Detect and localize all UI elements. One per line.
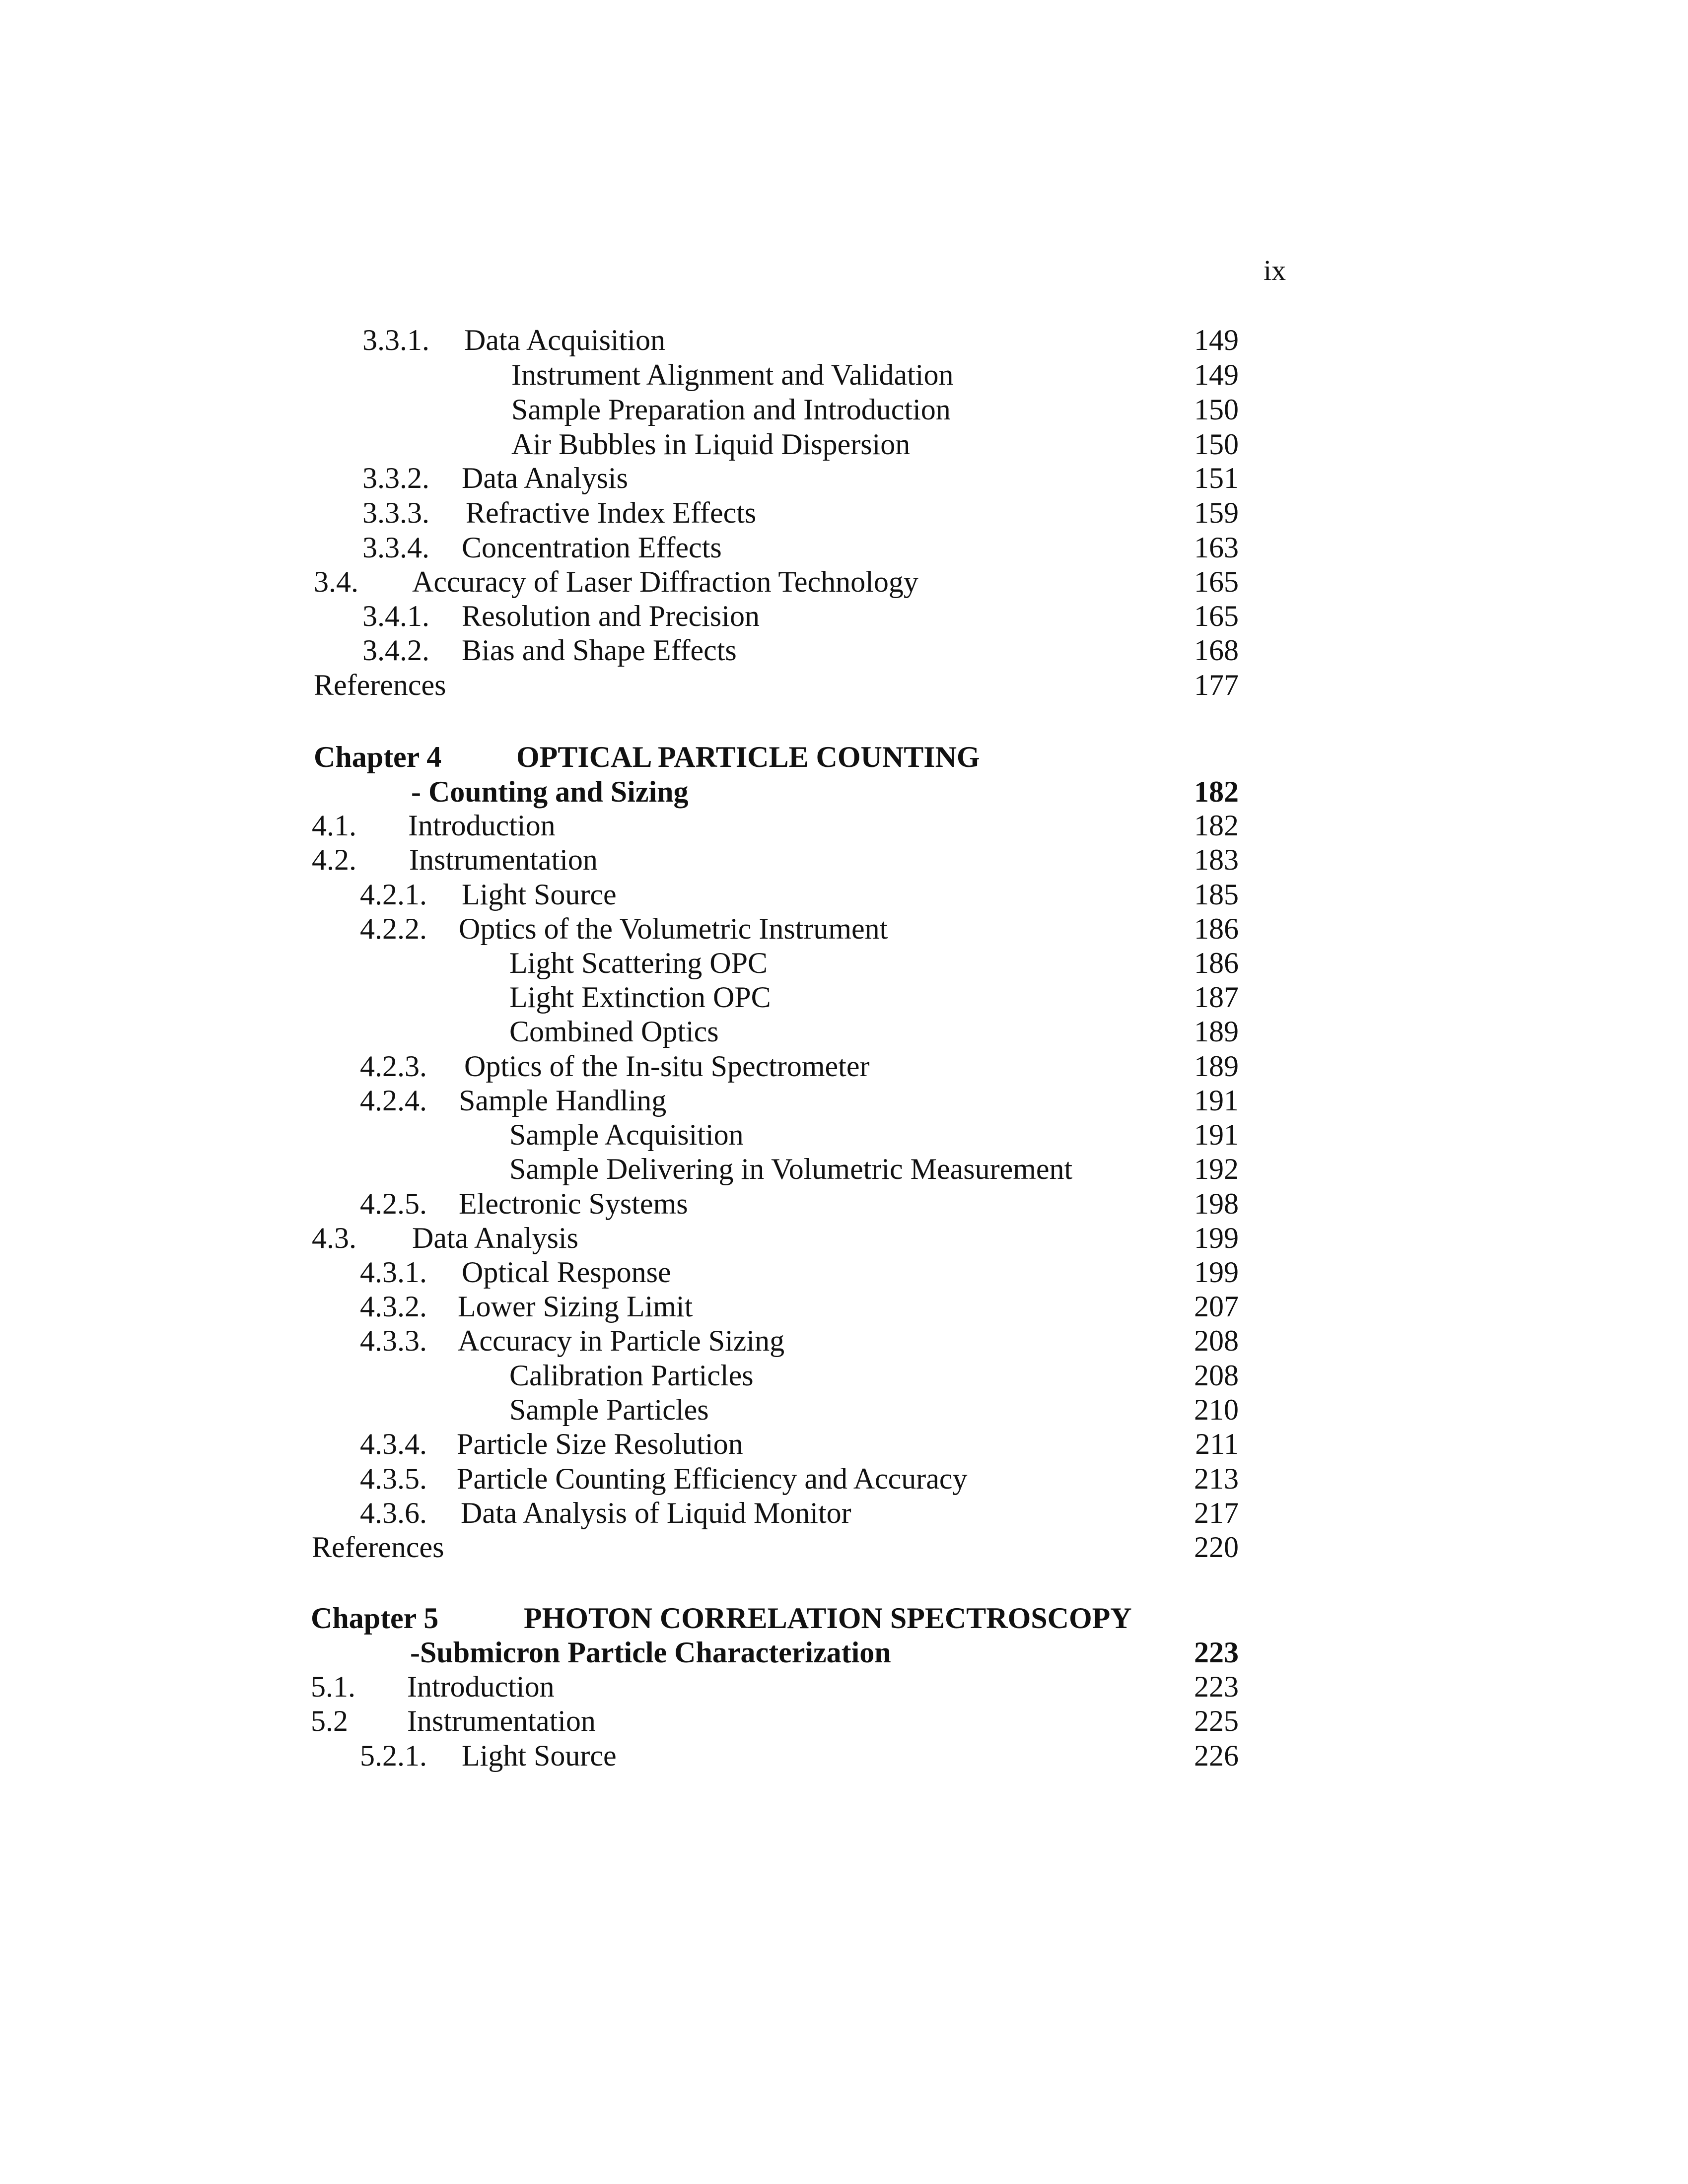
toc-entry [0, 1186, 1688, 1221]
toc-entry [0, 877, 1688, 912]
toc-entry-title: Optics of the Volumetric Instrument [459, 912, 888, 945]
toc-entry [0, 808, 1688, 843]
toc-entry-number: 3.4.1. [362, 600, 429, 632]
toc-entry [0, 564, 1688, 599]
toc-entry-title: - Counting and Sizing [411, 775, 689, 808]
toc-entry [0, 980, 1688, 1015]
toc-entry-title: Sample Preparation and Introduction [511, 393, 951, 426]
toc-entry-title: Introduction [408, 809, 556, 842]
toc-entry-number: 4.2. [312, 843, 356, 876]
toc-entry-page: 187 [1194, 981, 1239, 1014]
toc-entry [0, 1392, 1688, 1427]
toc-entry-title: References [312, 1531, 444, 1564]
toc-entry [0, 911, 1688, 946]
toc-entry [0, 774, 1688, 809]
toc-entry-number: 4.2.5. [360, 1187, 427, 1220]
toc-entry-page: 192 [1194, 1153, 1239, 1185]
page-number: ix [1264, 254, 1286, 286]
toc-entry [0, 1635, 1688, 1670]
toc-entry-title: Calibration Particles [509, 1359, 754, 1392]
toc-entry-page: 199 [1194, 1222, 1239, 1254]
toc-entry-title: Light Source [462, 878, 617, 911]
toc-entry-page: 211 [1195, 1428, 1239, 1460]
toc-entry-title: Particle Counting Efficiency and Accuracy [457, 1462, 968, 1495]
toc-entry-number: 4.3.1. [360, 1256, 427, 1289]
toc-entry-page: 186 [1194, 947, 1239, 979]
toc-entry-page: 207 [1194, 1290, 1239, 1323]
toc-entry-page: 208 [1194, 1324, 1239, 1357]
toc-entry-number: 4.3.6. [360, 1497, 427, 1529]
toc-entry-page: 199 [1194, 1256, 1239, 1289]
toc-entry-number: 3.4.2. [362, 634, 429, 667]
toc-entry [0, 668, 1688, 702]
toc-entry-number: 4.3.3. [360, 1324, 427, 1357]
toc-entry-title: Instrumentation [409, 843, 598, 876]
toc-entry [0, 1323, 1688, 1358]
toc-entry [0, 740, 1688, 774]
toc-entry [0, 1152, 1688, 1186]
toc-entry-number: 4.3.2. [360, 1290, 427, 1323]
toc-entry-page: 165 [1194, 565, 1239, 598]
toc-entry-page: 226 [1194, 1739, 1239, 1772]
toc-entry [0, 1289, 1688, 1324]
toc-entry [0, 1530, 1688, 1565]
toc-entry-number: 3.3.2. [362, 462, 429, 494]
toc-entry [0, 1704, 1688, 1738]
toc-entry-title: Data Analysis [462, 462, 628, 494]
toc-entry [0, 1255, 1688, 1290]
toc-entry-title: PHOTON CORRELATION SPECTROSCOPY [524, 1602, 1132, 1635]
toc-entry-page: 191 [1194, 1118, 1239, 1151]
toc-entry-title: Lower Sizing Limit [458, 1290, 693, 1323]
toc-entry-number: 4.3.5. [360, 1462, 427, 1495]
toc-entry-title: Optics of the In-situ Spectrometer [464, 1050, 870, 1083]
toc-entry-page: 182 [1194, 809, 1239, 842]
toc-entry-title: Sample Acquisition [509, 1118, 744, 1151]
toc-entry-title: Data Analysis of Liquid Monitor [461, 1497, 851, 1529]
toc-entry-page: 208 [1194, 1359, 1239, 1392]
toc-entry-title: Instrument Alignment and Validation [511, 358, 954, 391]
toc-entry [0, 1738, 1688, 1773]
toc-entry-title: Introduction [407, 1670, 555, 1703]
toc-entry-title: Data Acquisition [464, 324, 665, 356]
toc-entry [0, 599, 1688, 633]
toc-entry-title: Bias and Shape Effects [462, 634, 737, 667]
toc-entry-number: 4.2.1. [360, 878, 427, 911]
toc-entry-title: Accuracy in Particle Sizing [458, 1324, 785, 1357]
toc-entry [0, 530, 1688, 565]
toc-entry-page: 186 [1194, 912, 1239, 945]
toc-entry [0, 842, 1688, 877]
toc-entry-title: Light Scattering OPC [509, 947, 768, 979]
toc-entry [0, 1427, 1688, 1461]
toc-entry-title: Concentration Effects [462, 531, 722, 564]
toc-entry-page: 185 [1194, 878, 1239, 911]
toc-entry-title: Accuracy of Laser Diffraction Technology [412, 565, 918, 598]
toc-entry-page: 163 [1194, 531, 1239, 564]
toc-entry-title: Electronic Systems [459, 1187, 688, 1220]
toc-entry-title: References [314, 669, 446, 701]
toc-entry [0, 323, 1688, 357]
toc-entry-page: 165 [1194, 600, 1239, 632]
toc-entry-title: Particle Size Resolution [457, 1428, 743, 1460]
toc-entry [0, 1083, 1688, 1118]
toc-entry [0, 1601, 1688, 1636]
toc-entry-number: Chapter 4 [314, 741, 442, 773]
toc-entry [0, 1669, 1688, 1704]
toc-entry-page: 177 [1194, 669, 1239, 701]
toc-entry-page: 182 [1194, 775, 1239, 808]
toc-entry [0, 427, 1688, 462]
toc-entry [0, 946, 1688, 980]
toc-entry-number: 4.3. [312, 1222, 356, 1254]
toc-entry-page: 210 [1194, 1393, 1239, 1426]
toc-entry [0, 461, 1688, 495]
toc-entry-page: 159 [1194, 496, 1239, 529]
toc-entry-title: Data Analysis [412, 1222, 578, 1254]
toc-entry-page: 150 [1194, 393, 1239, 426]
toc-entry-number: 5.2.1. [360, 1739, 427, 1772]
toc-entry-title: -Submicron Particle Characterization [410, 1636, 891, 1669]
toc-entry-page: 198 [1194, 1187, 1239, 1220]
toc-entry-title: Combined Optics [509, 1015, 719, 1048]
toc-entry-page: 220 [1194, 1531, 1239, 1564]
toc-entry-title: Refractive Index Effects [466, 496, 757, 529]
toc-entry-title: Sample Handling [459, 1084, 667, 1117]
toc-entry-page: 151 [1194, 462, 1239, 494]
toc-entry-page: 191 [1194, 1084, 1239, 1117]
toc-entry [0, 1117, 1688, 1152]
toc-entry [0, 1049, 1688, 1084]
toc-entry-title: Light Extinction OPC [509, 981, 771, 1014]
toc-entry-number: 3.3.4. [362, 531, 429, 564]
toc-entry-number: Chapter 5 [311, 1602, 439, 1635]
toc-entry-page: 183 [1194, 843, 1239, 876]
toc-entry-page: 213 [1194, 1462, 1239, 1495]
toc-entry-title: Sample Delivering in Volumetric Measurement [509, 1153, 1073, 1185]
toc-entry-page: 149 [1194, 358, 1239, 391]
toc-entry-page: 189 [1194, 1050, 1239, 1083]
toc-entry-title: Instrumentation [407, 1705, 596, 1737]
toc-entry [0, 1461, 1688, 1496]
toc-entry-title: Sample Particles [509, 1393, 709, 1426]
toc-entry-number: 3.3.1. [362, 324, 429, 356]
toc-entry-title: OPTICAL PARTICLE COUNTING [516, 741, 980, 773]
toc-entry-page: 223 [1194, 1636, 1239, 1669]
toc-entry [0, 1221, 1688, 1255]
toc-entry-page: 223 [1194, 1670, 1239, 1703]
toc-entry-number: 4.2.3. [360, 1050, 427, 1083]
toc-entry [0, 633, 1688, 668]
toc-entry-number: 4.2.4. [360, 1084, 427, 1117]
toc-entry [0, 1358, 1688, 1393]
toc-entry-page: 217 [1194, 1497, 1239, 1529]
toc-entry-page: 168 [1194, 634, 1239, 667]
toc-entry-number: 3.3.3. [362, 496, 429, 529]
toc-entry-page: 149 [1194, 324, 1239, 356]
toc-entry [0, 357, 1688, 392]
toc-entry-title: Optical Response [462, 1256, 671, 1289]
toc-entry-title: Light Source [462, 1739, 617, 1772]
toc-entry-number: 5.1. [311, 1670, 355, 1703]
toc-entry-page: 189 [1194, 1015, 1239, 1048]
toc-entry-number: 4.3.4. [360, 1428, 427, 1460]
toc-entry [0, 1014, 1688, 1049]
toc-entry-page: 150 [1194, 428, 1239, 461]
toc-entry-number: 4.1. [312, 809, 356, 842]
toc-entry-number: 3.4. [314, 565, 358, 598]
toc-entry-number: 4.2.2. [360, 912, 427, 945]
toc-entry [0, 1496, 1688, 1530]
toc-entry-title: Resolution and Precision [462, 600, 760, 632]
toc-entry [0, 392, 1688, 427]
toc-entry-number: 5.2 [311, 1705, 348, 1737]
toc-entry [0, 495, 1688, 530]
toc-entry-page: 225 [1194, 1705, 1239, 1737]
toc-entry-title: Air Bubbles in Liquid Dispersion [511, 428, 911, 461]
